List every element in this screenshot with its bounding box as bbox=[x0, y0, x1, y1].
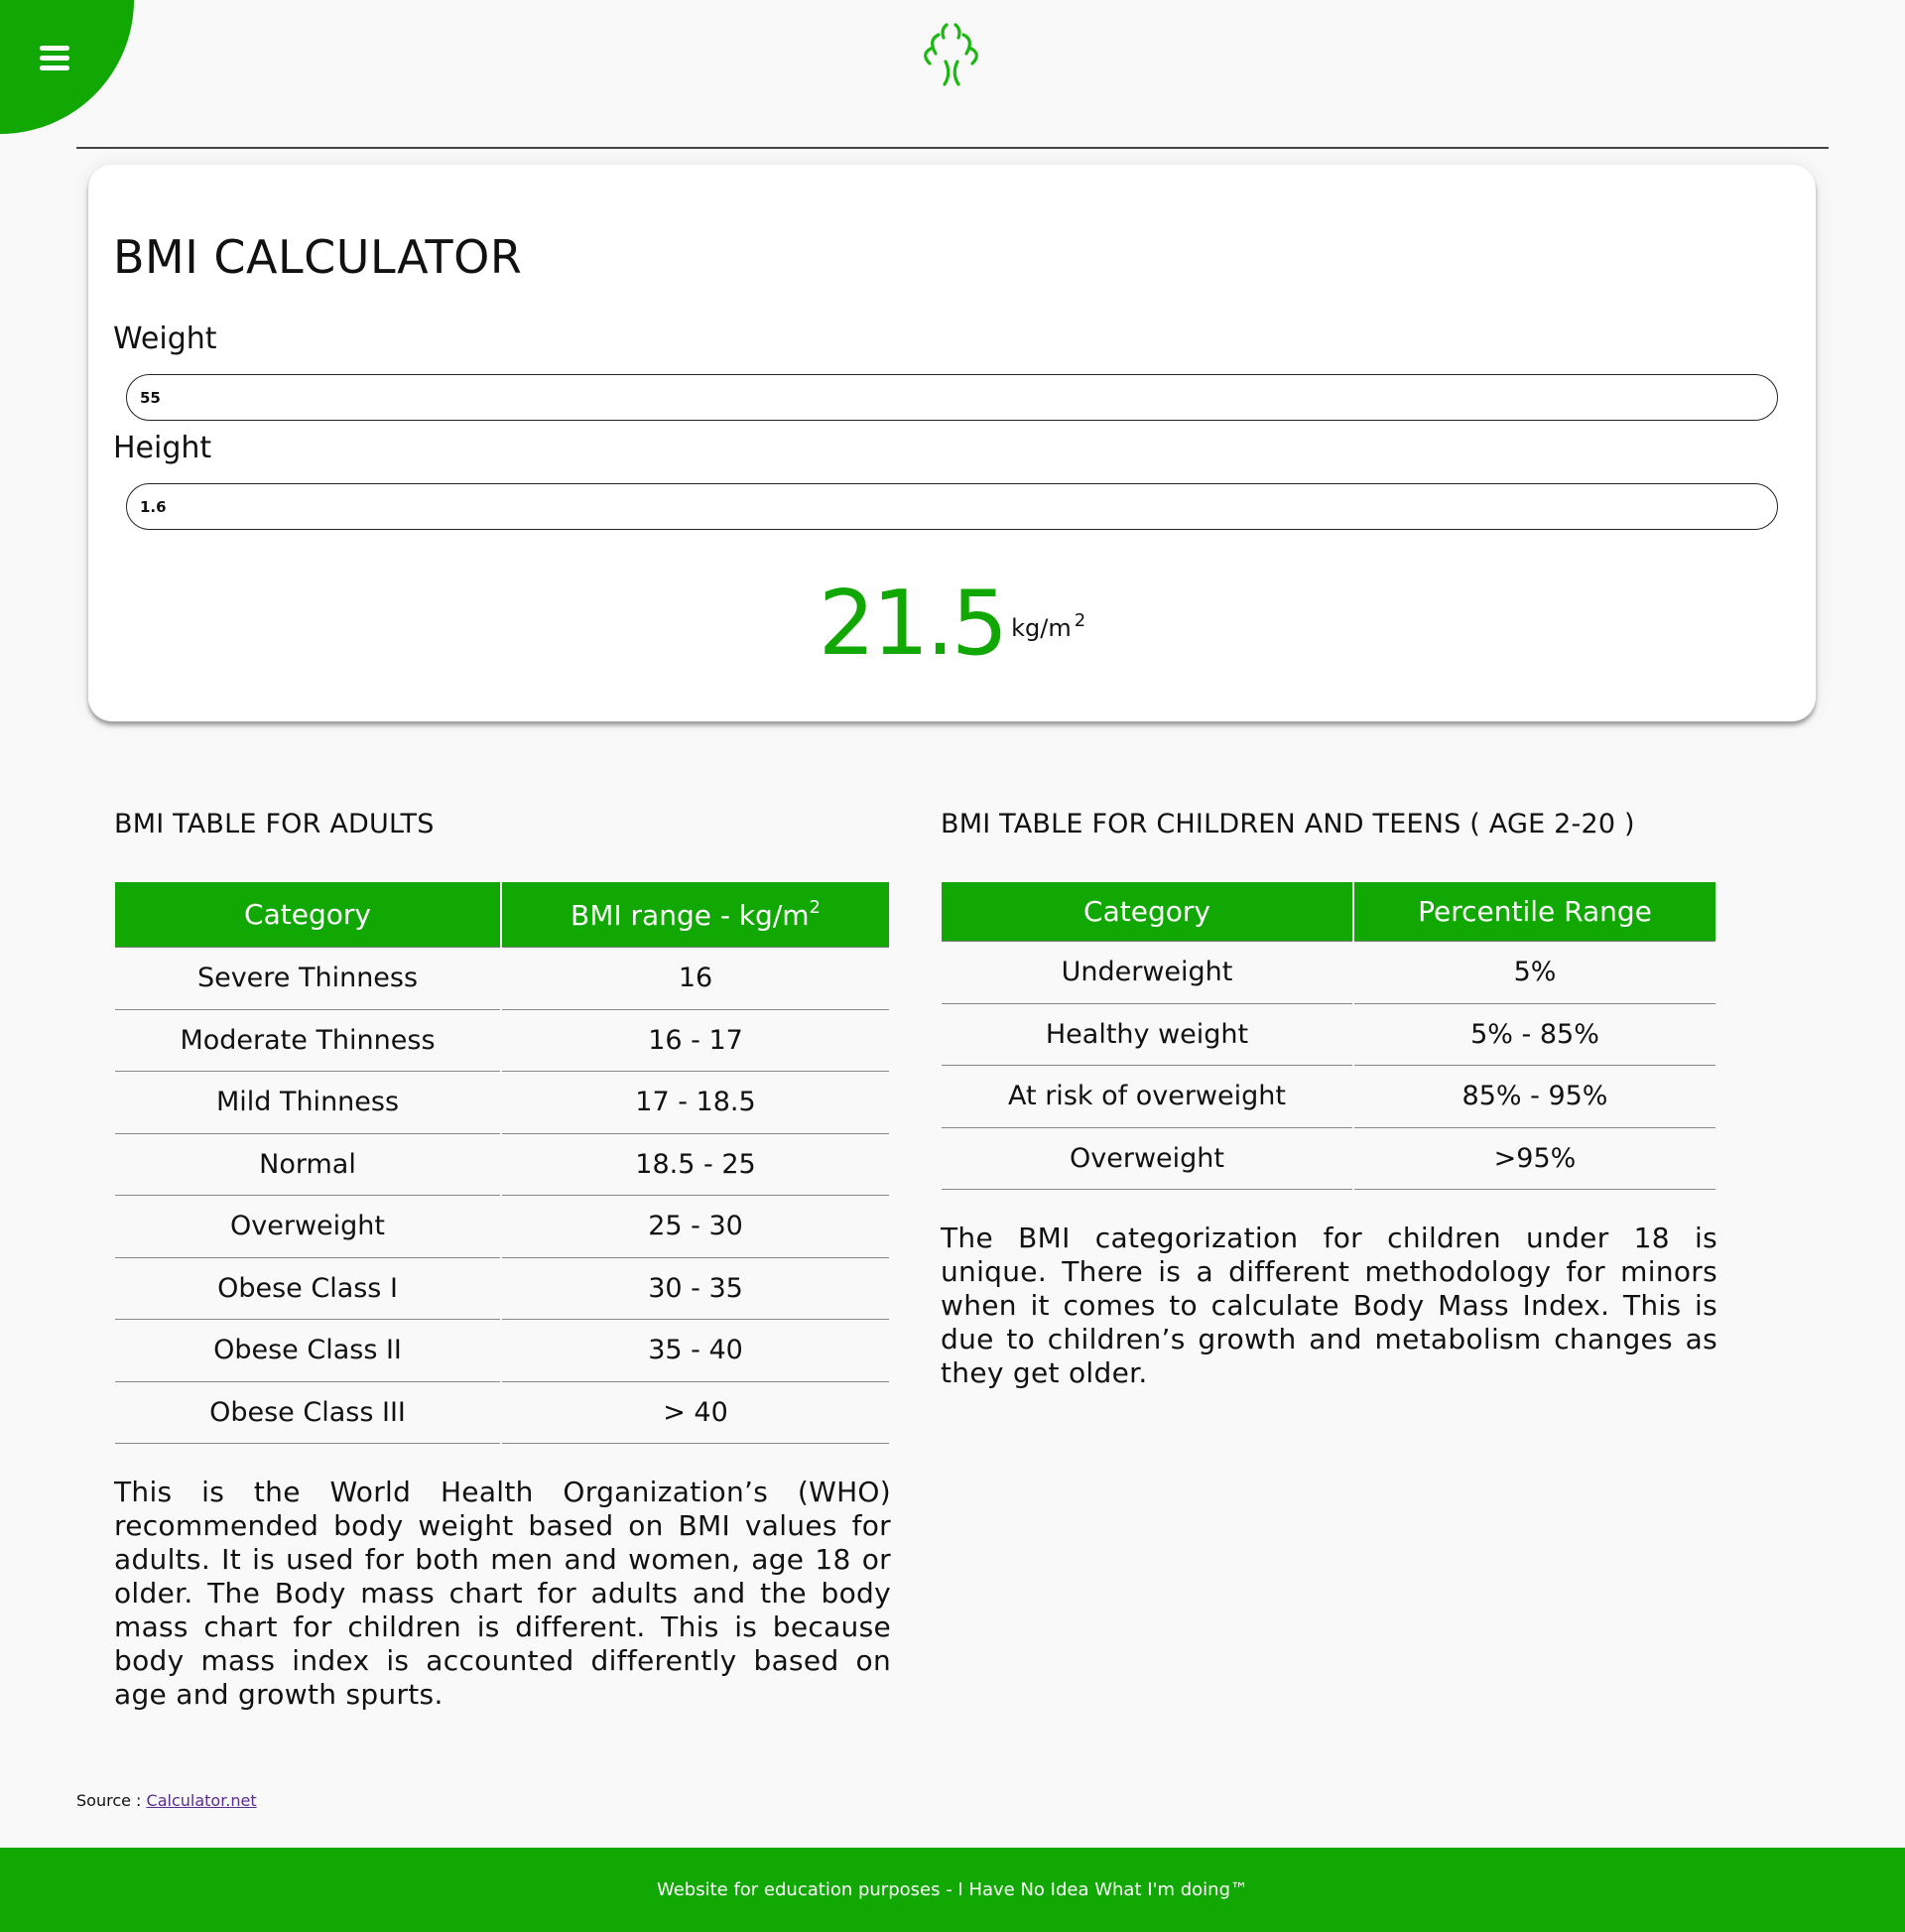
table-row bbox=[115, 1072, 889, 1134]
cell-range: 16 bbox=[502, 948, 889, 1010]
header-text: BMI range - kg/m bbox=[571, 899, 810, 932]
column-header-bmi-range bbox=[502, 882, 889, 948]
weight-label: Weight bbox=[113, 322, 217, 356]
cell-range: >95% bbox=[1354, 1128, 1715, 1191]
column-header-category: Category bbox=[115, 882, 500, 948]
bmi-result bbox=[88, 572, 1816, 676]
table-row bbox=[115, 1134, 889, 1197]
table-row bbox=[942, 942, 1715, 1004]
table-row bbox=[115, 1010, 889, 1073]
cell-category: At risk of overweight bbox=[942, 1066, 1352, 1128]
cell-category: Overweight bbox=[942, 1128, 1352, 1191]
unit-exponent: 2 bbox=[1074, 610, 1086, 631]
table-row bbox=[942, 1004, 1715, 1067]
cell-range: 30 - 35 bbox=[502, 1258, 889, 1321]
cell-category: Normal bbox=[115, 1134, 500, 1197]
cell-category: Obese Class III bbox=[115, 1382, 500, 1445]
cell-range: 5% - 85% bbox=[1354, 1004, 1715, 1067]
table-row bbox=[115, 1196, 889, 1258]
cell-range: 5% bbox=[1354, 942, 1715, 1004]
bmi-result-unit bbox=[1011, 610, 1086, 642]
table-row bbox=[115, 1382, 889, 1445]
table-header-row bbox=[942, 882, 1715, 942]
cell-range: 18.5 - 25 bbox=[502, 1134, 889, 1197]
tree-logo-icon[interactable] bbox=[908, 18, 997, 107]
height-label: Height bbox=[113, 431, 212, 465]
adults-table-description: This is the World Health Organization’s (WHO) recommended body weight based on BMI values for adults. It is used for both men and women, age 18 or older. The Body mass chart for adults and the body mass chart for children is different. This is because body mass index is accounted differently based on age and growth spurts. bbox=[114, 1476, 891, 1711]
table-row bbox=[942, 1066, 1715, 1128]
unit-text: kg/m bbox=[1011, 614, 1072, 642]
cell-category: Moderate Thinness bbox=[115, 1010, 500, 1073]
table-row bbox=[115, 1258, 889, 1321]
source-label: Source : bbox=[76, 1791, 147, 1810]
cell-range: > 40 bbox=[502, 1382, 889, 1445]
source-line bbox=[76, 1791, 257, 1810]
footer-text: Website for education purposes - I Have No Idea What I'm doing™ bbox=[656, 1879, 1249, 1900]
children-bmi-table bbox=[940, 882, 1717, 1190]
table-row bbox=[115, 948, 889, 1010]
cell-category: Underweight bbox=[942, 942, 1352, 1004]
adults-table-title: BMI TABLE FOR ADULTS bbox=[114, 809, 435, 839]
hamburger-menu-icon[interactable] bbox=[40, 46, 69, 71]
column-header-percentile-range: Percentile Range bbox=[1354, 882, 1715, 942]
table-row bbox=[115, 1320, 889, 1382]
table-header-row bbox=[115, 882, 889, 948]
cell-category: Obese Class I bbox=[115, 1258, 500, 1321]
cell-category: Healthy weight bbox=[942, 1004, 1352, 1067]
source-link[interactable]: Calculator.net bbox=[146, 1791, 257, 1810]
cell-category: Mild Thinness bbox=[115, 1072, 500, 1134]
page-title: BMI CALCULATOR bbox=[113, 230, 523, 284]
menu-bar bbox=[40, 56, 69, 61]
header-divider bbox=[76, 147, 1829, 149]
bmi-result-value: 21.5 bbox=[818, 572, 1006, 676]
children-table-title: BMI TABLE FOR CHILDREN AND TEENS ( AGE 2-20 ) bbox=[941, 809, 1635, 839]
cell-range: 16 - 17 bbox=[502, 1010, 889, 1073]
menu-bar bbox=[40, 65, 69, 70]
column-header-category: Category bbox=[942, 882, 1352, 942]
children-table-description: The BMI categorization for children under 18 is unique. There is a different methodology for minors when it comes to calculate Body Mass Index. This is due to children’s growth and metabolism changes as they get older. bbox=[941, 1222, 1717, 1389]
table-row bbox=[942, 1128, 1715, 1191]
cell-category: Overweight bbox=[115, 1196, 500, 1258]
menu-bar bbox=[40, 46, 69, 51]
bmi-calculator-card bbox=[88, 165, 1816, 721]
cell-category: Severe Thinness bbox=[115, 948, 500, 1010]
cell-range: 85% - 95% bbox=[1354, 1066, 1715, 1128]
cell-range: 17 - 18.5 bbox=[502, 1072, 889, 1134]
adults-bmi-table bbox=[113, 882, 891, 1444]
weight-input[interactable] bbox=[126, 374, 1778, 421]
cell-range: 25 - 30 bbox=[502, 1196, 889, 1258]
footer bbox=[0, 1848, 1905, 1932]
height-input[interactable] bbox=[126, 483, 1778, 530]
cell-category: Obese Class II bbox=[115, 1320, 500, 1382]
header-exponent: 2 bbox=[809, 897, 821, 918]
cell-range: 35 - 40 bbox=[502, 1320, 889, 1382]
